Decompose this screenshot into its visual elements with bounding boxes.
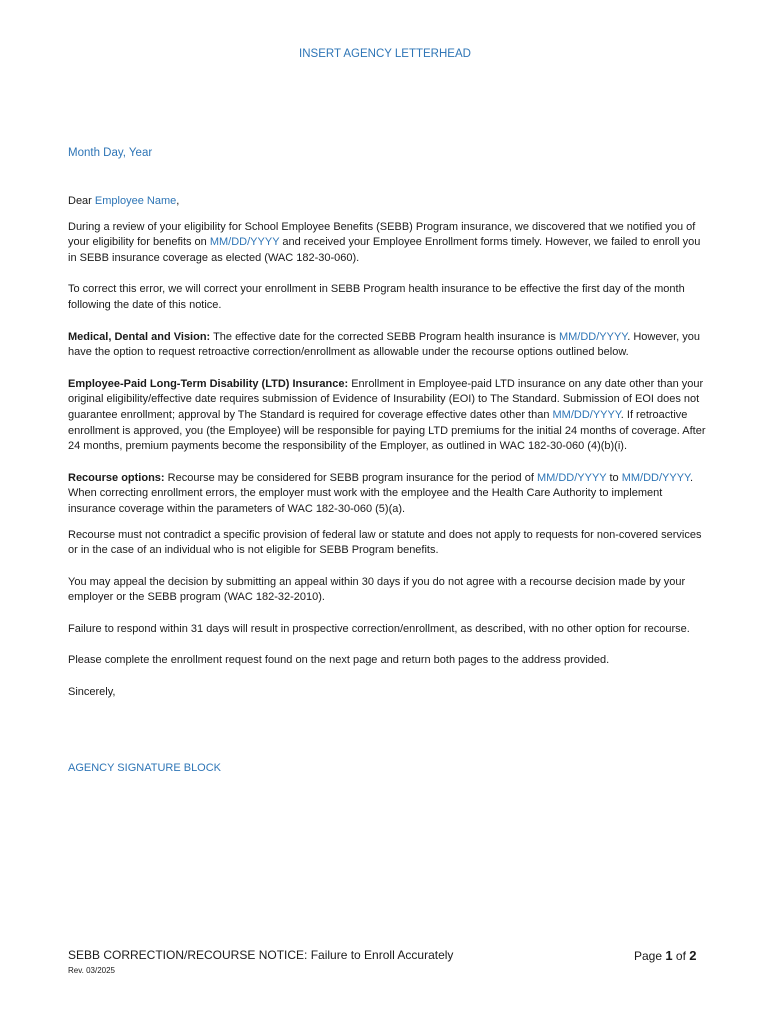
paragraph-recourse bbox=[68, 471, 710, 518]
date-field: MM/DD/YYYY bbox=[536, 471, 607, 484]
text-span: . If retroactive enrollment is approved, you (the Employee) will be responsible for paying LTD premiums for the initial 24 months of coverage. After 24 months, premium payments become the responsibility of the Employer, as outlined in WAC 182-30-060 (4)(b)(i). bbox=[68, 408, 706, 453]
closing: Sincerely, bbox=[68, 686, 116, 699]
text-span: The effective date for the corrected SEBB Program health insurance is bbox=[210, 330, 559, 343]
footer-revision: Rev. 03/2025 bbox=[68, 966, 115, 975]
text-span: During a review of your eligibility for School Employee Benefits (SEBB) Program insurance, we discovered that we notified you of your eligibility for benefits on bbox=[68, 220, 696, 249]
paragraph-medical bbox=[68, 330, 710, 361]
page-of: of bbox=[672, 949, 690, 963]
text-span: . When correcting enrollment errors, the employer must work with the employee and the Health Care Authority to implement insurance coverage within the parameters of WAC 182-30-060 (5)(a). bbox=[68, 471, 694, 515]
section-label: Employee-Paid Long-Term Disability (LTD) Insurance: bbox=[68, 377, 349, 390]
letter-body bbox=[68, 194, 710, 717]
paragraph-review bbox=[68, 220, 710, 267]
date-field: MM/DD/YYYY bbox=[558, 330, 628, 343]
date-field: MM/DD/YYYY bbox=[621, 471, 690, 484]
page-current: 1 bbox=[665, 948, 673, 963]
paragraph-failure: Failure to respond within 31 days will result in prospective correction/enrollment, as described, with no other option for recourse. bbox=[68, 622, 690, 635]
text-span: . However, you have the option to request retroactive correction/enrollment as allowable under the recourse options outlined below. bbox=[68, 330, 700, 359]
text-span: and received your Employee Enrollment forms timely. However, we failed to enroll you in SEBB insurance coverage as elected (WAC 182-30-060). bbox=[68, 236, 701, 264]
paragraph-instructions: Please complete the enrollment request found on the next page and return both pages to the address provided. bbox=[68, 654, 610, 667]
date-placeholder: Month Day, Year bbox=[68, 147, 153, 159]
footer-title: SEBB CORRECTION/RECOURSE NOTICE: Failure to Enroll Accurately bbox=[68, 948, 454, 962]
section-label: Recourse options: bbox=[68, 471, 165, 484]
paragraph-federal-law: Recourse must not contradict a specific provision of federal law or statute and does not apply to requests for non-covered services or in the case of an individual who is not eligible for SEBB Program benefits. bbox=[68, 528, 702, 557]
date-field: MM/DD/YYYY bbox=[209, 236, 280, 249]
salutation-suffix: , bbox=[176, 195, 180, 207]
text-span: to bbox=[606, 471, 622, 484]
date-field: MM/DD/YYYY bbox=[552, 408, 621, 421]
agency-letterhead: INSERT AGENCY LETTERHEAD bbox=[299, 48, 471, 60]
text-span: Enrollment in Employee-paid LTD insurance on any date other than your original eligibility/effective date requires submission of Evidence of Insurability (EOI) to The Standard. Submission of EOI does not guarantee enrollment; approval by The Standard is required for coverage effective dates other than bbox=[68, 377, 704, 421]
page-total: 2 bbox=[689, 948, 697, 963]
text-span: Recourse may be considered for SEBB program insurance for the period of bbox=[164, 471, 537, 484]
section-label: Medical, Dental and Vision: bbox=[68, 330, 211, 343]
paragraph-correction: To correct this error, we will correct your enrollment in SEBB Program health insurance to be effective the first day of the month following the date of this notice. bbox=[68, 283, 685, 311]
paragraph-appeal: You may appeal the decision by submitting an appeal within 30 days if you do not agree with a recourse decision made by your employer or the SEBB program (WAC 182-32-2010). bbox=[68, 575, 686, 604]
salutation-prefix: Dear bbox=[68, 195, 95, 207]
salutation bbox=[68, 194, 710, 210]
employee-name-placeholder: Employee Name bbox=[94, 195, 177, 207]
agency-signature-block: AGENCY SIGNATURE BLOCK bbox=[68, 762, 222, 774]
paragraph-ltd bbox=[68, 377, 710, 455]
page-number bbox=[634, 948, 697, 963]
page-label: Page bbox=[634, 949, 666, 963]
